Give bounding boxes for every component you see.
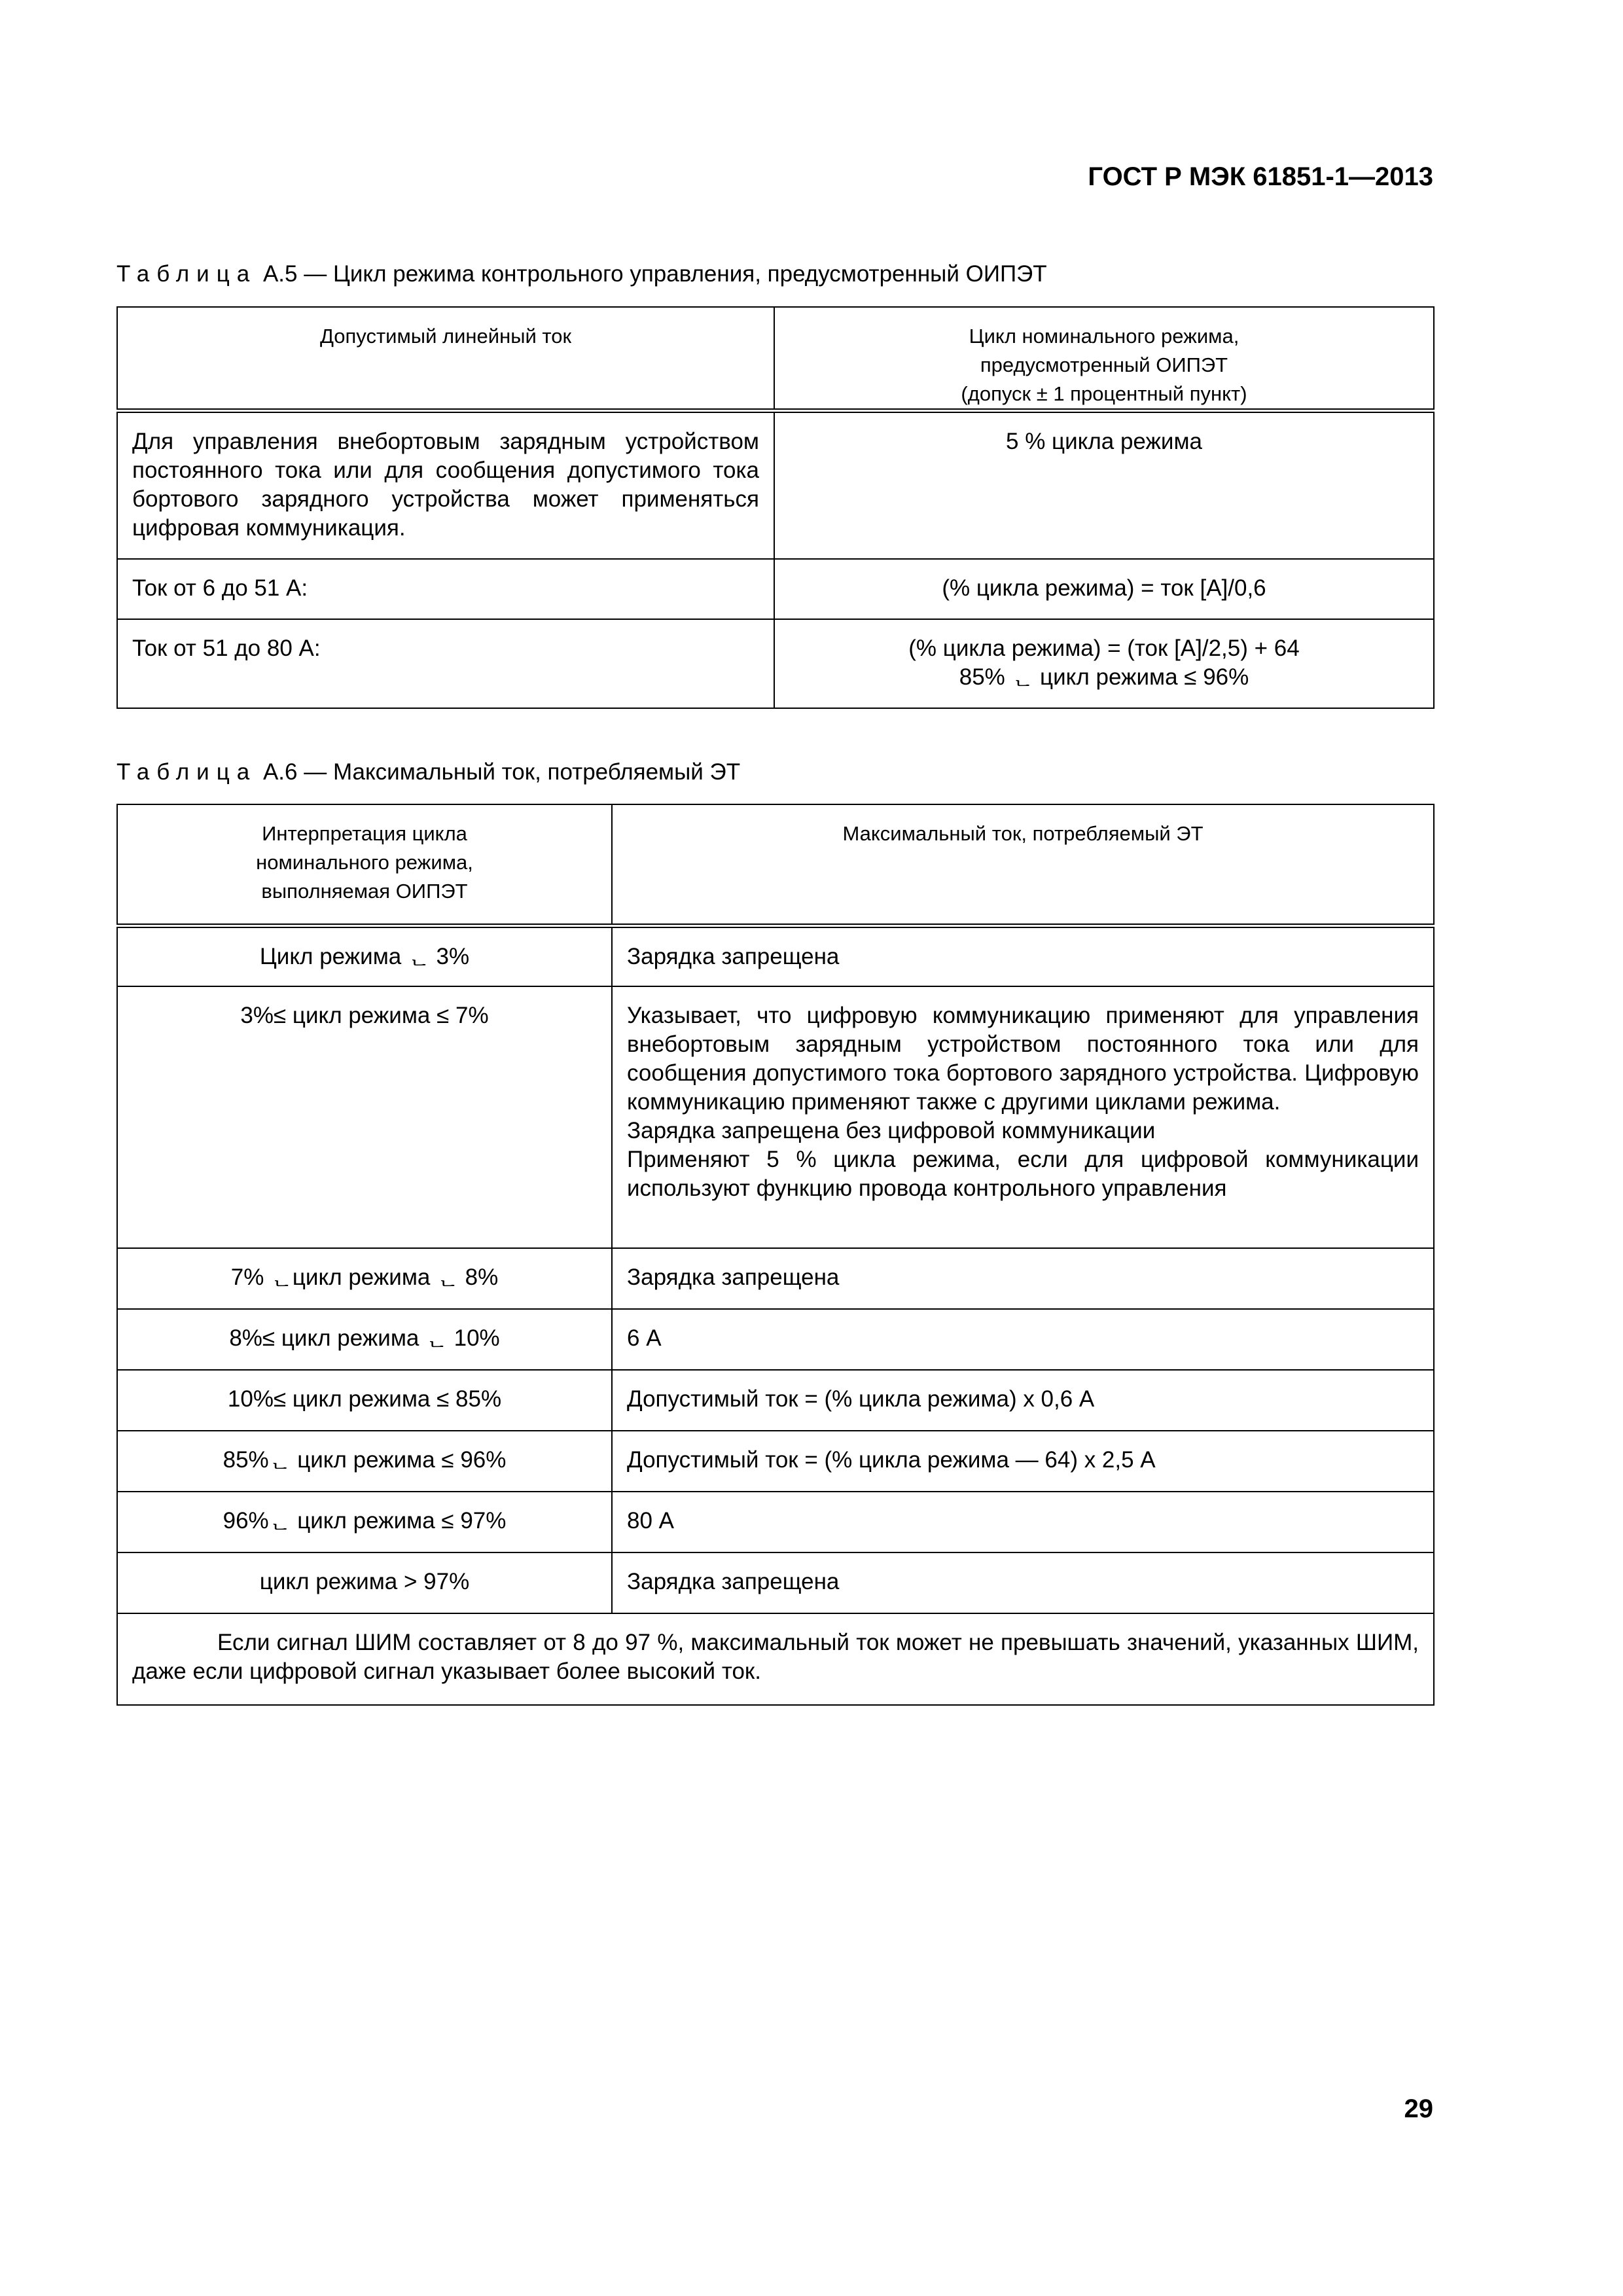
table-a6 (116, 804, 1435, 1706)
header-line: (допуск ± 1 процентный пункт) (961, 382, 1247, 405)
caption-text: А.6 — Максимальный ток, потребляемый ЭТ (257, 759, 741, 785)
table-row (117, 1248, 1434, 1309)
row-left-cell: Ток от 6 до 51 А: (117, 559, 774, 619)
table-row (117, 619, 1434, 708)
description-line: Указывает, что цифровую коммуникацию применяют для управления внебортовым зарядным устройством постоянного тока или для сообщения допустимого тока бортового зарядного устройства. Цифровую коммуникацию применяют также с другими циклами режима. (627, 1003, 1419, 1115)
row-right-cell: Допустимый ток = (% цикла режима) х 0,6 А (612, 1370, 1434, 1431)
header-line: предусмотренный ОИПЭТ (980, 353, 1228, 376)
table-row (117, 1370, 1434, 1431)
caption-text: А.5 — Цикл режима контрольного управления, предусмотренный ОИПЭТ (257, 261, 1047, 287)
table-row (117, 1431, 1434, 1492)
table-row (117, 559, 1434, 619)
row-right-cell: 6 А (612, 1309, 1434, 1370)
row-right-cell: (% цикла режима) = ток [А]/0,6 (774, 559, 1434, 619)
row-right-cell (612, 986, 1434, 1248)
page-number: 29 (1404, 2094, 1433, 2123)
formula-line: 85% ᆫ цикл режима ≤ 96% (959, 664, 1249, 690)
row-right-cell (774, 619, 1434, 708)
description-line: Зарядка запрещена без цифровой коммуникации (627, 1118, 1156, 1143)
row-left-cell: 85%ᆫ цикл режима ≤ 96% (117, 1431, 612, 1492)
table-row (117, 986, 1434, 1248)
row-right-cell: Зарядка запрещена (612, 925, 1434, 986)
header-line: Цикл номинального режима, (969, 325, 1240, 348)
table-row (117, 925, 1434, 986)
table-row (117, 1492, 1434, 1552)
col-header-interpretation (117, 804, 612, 925)
description-line: Применяют 5 % цикла режима, если для цифровой коммуникации используют функцию провода контрольного управления (627, 1147, 1419, 1201)
header-line: выполняемая ОИПЭТ (261, 880, 468, 903)
table-row (117, 411, 1434, 559)
row-right-cell: Зарядка запрещена (612, 1248, 1434, 1309)
row-left-cell: цикл режима > 97% (117, 1552, 612, 1613)
row-right-cell: 80 А (612, 1492, 1434, 1552)
table-note: Если сигнал ШИМ составляет от 8 до 97 %, максимальный ток может не превышать значений, указанных ШИМ, даже если цифровой сигнал указывает более высокий ток. (117, 1613, 1434, 1705)
row-left-cell: Для управления внебортовым зарядным устройством постоянного тока или для сообщения допустимого тока бортового зарядного устройства может применяться цифровая коммуникация. (117, 411, 774, 559)
table-row (117, 1309, 1434, 1370)
table-row (117, 1552, 1434, 1613)
table-a5-caption (116, 261, 1047, 287)
table-header-row (117, 307, 1434, 411)
col-header-allowed-current: Допустимый линейный ток (117, 307, 774, 411)
row-left-cell: Цикл режима ᆫ 3% (117, 925, 612, 986)
table-a5 (116, 306, 1435, 709)
row-left-cell: Ток от 51 до 80 А: (117, 619, 774, 708)
col-header-duty-cycle (774, 307, 1434, 411)
document-id: ГОСТ Р МЭК 61851-1—2013 (1088, 162, 1433, 191)
table-header-row (117, 804, 1434, 925)
caption-word: Таблица (116, 759, 257, 785)
row-left-cell: 96%ᆫ цикл режима ≤ 97% (117, 1492, 612, 1552)
row-left-cell: 10%≤ цикл режима ≤ 85% (117, 1370, 612, 1431)
caption-word: Таблица (116, 261, 257, 287)
row-left-cell: 8%≤ цикл режима ᆫ 10% (117, 1309, 612, 1370)
formula-line: (% цикла режима) = (ток [А]/2,5) + 64 (908, 635, 1300, 661)
row-right-cell: Допустимый ток = (% цикла режима — 64) х 2,5 А (612, 1431, 1434, 1492)
col-header-max-current: Максимальный ток, потребляемый ЭТ (612, 804, 1434, 925)
table-a6-caption (116, 759, 740, 785)
row-right-cell: Зарядка запрещена (612, 1552, 1434, 1613)
row-left-cell: 7% ᆫцикл режима ᆫ 8% (117, 1248, 612, 1309)
row-left-cell: 3%≤ цикл режима ≤ 7% (117, 986, 612, 1248)
header-line: Интерпретация цикла (262, 822, 467, 845)
header-line: номинального режима, (256, 851, 473, 874)
row-right-cell: 5 % цикла режима (774, 411, 1434, 559)
table-note-row (117, 1613, 1434, 1705)
